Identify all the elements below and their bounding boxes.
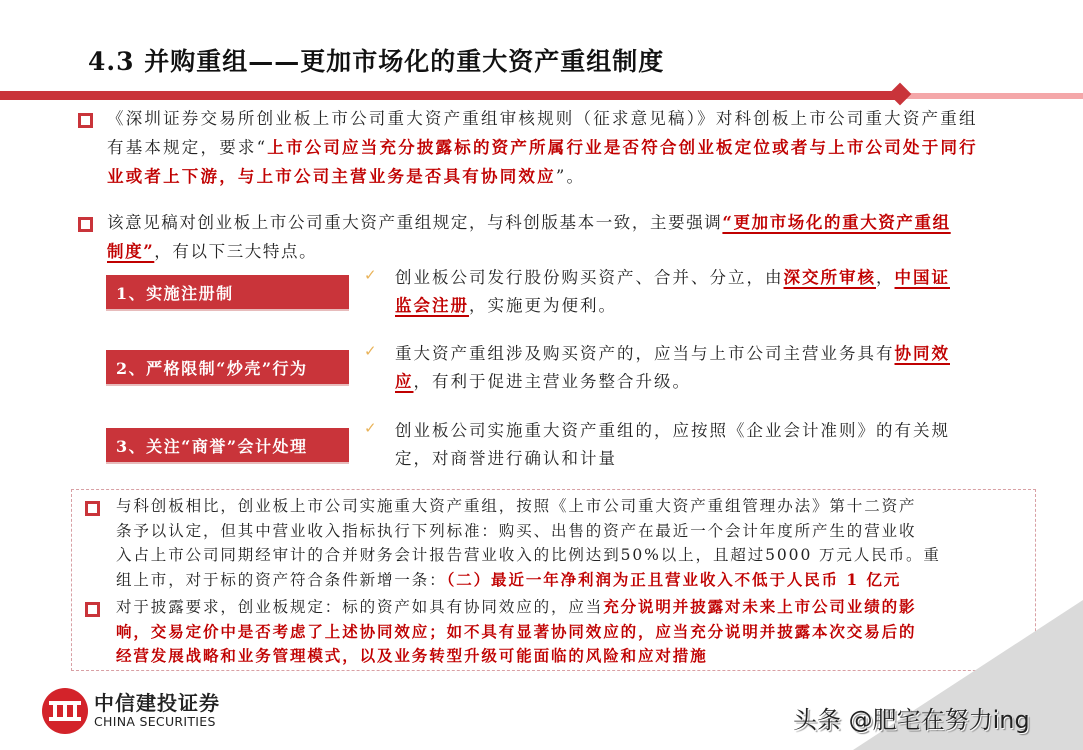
watermark: 头条 @肥宅在努力ing (793, 706, 1030, 734)
feature-line (395, 340, 1005, 368)
company-logo (42, 688, 220, 734)
feature-highlight: 监会注册 (395, 296, 469, 315)
box-line (116, 568, 1026, 593)
logo-text-en: CHINA SECURITIES (94, 714, 216, 729)
section1-line2 (107, 133, 1027, 162)
feature-text: 创业板公司发行股份购买资产、合并、分立，由 (395, 268, 784, 287)
section2-highlight: 制度” (107, 242, 155, 261)
header-rule-right (905, 93, 1083, 99)
feature-desc-goodwill (395, 417, 1005, 473)
feature-line: 定，对商誉进行确认和计量 (395, 449, 617, 468)
page-title: 4.3 并购重组——更加市场化的重大资产重组制度 (88, 47, 665, 76)
feature-highlight: 应 (395, 372, 414, 391)
feature-text: ，实施更为便利。 (469, 296, 617, 315)
box-line: 响，交易定价中是否考虑了上述协同效应；如不具有显著协同效应的，应当充分说明并披露本次交易后的 (116, 621, 917, 641)
square-bullet-icon (78, 217, 93, 232)
box-item1-paragraph (116, 494, 1026, 592)
check-icon: ✓ (364, 419, 377, 437)
check-icon: ✓ (364, 266, 377, 284)
section2-highlight: “更加市场化的重大资产重组 (722, 213, 951, 232)
feature-label-registration: 1、实施注册制 (106, 275, 349, 309)
feature-label-shell-trading: 2、严格限制“炒壳”行为 (106, 350, 349, 384)
square-bullet-icon (85, 501, 100, 516)
section1-highlight: 上市公司应当充分披露标的资产所属行业是否符合创业板定位或者与上市公司处于同行 (267, 138, 978, 157)
citic-logo-icon (42, 688, 88, 734)
feature-text: ， (876, 268, 895, 287)
feature-line: 创业板公司实施重大资产重组的，应按照《企业会计准则》的有关规 (395, 421, 950, 440)
box-line: 入占上市公司同期经审计的合并财务会计报告营业收入的比例达到50%以上，且超过5000 万元人民币。重 (116, 546, 941, 564)
square-bullet-icon (78, 113, 93, 128)
header-rule-left (0, 91, 900, 100)
section1-paragraph (107, 104, 1027, 191)
feature-highlight: 深交所审核 (783, 268, 876, 287)
feature-text: ，有利于促进主营业务整合升级。 (413, 372, 691, 391)
feature-text: 重大资产重组涉及购买资产的，应当与上市公司主营业务具有 (395, 344, 895, 363)
section2-text: 该意见稿对创业板上市公司重大资产重组规定，与科创版基本一致，主要强调 (107, 213, 723, 232)
section1-line3 (107, 162, 1027, 191)
section2-line2 (107, 237, 1027, 266)
feature-line (395, 368, 1005, 396)
feature-highlight: 中国证 (894, 268, 950, 287)
box-text: 组上市，对于标的资产符合条件新增一条： (116, 570, 447, 589)
diamond-icon (889, 83, 912, 106)
feature-line (395, 264, 1005, 292)
feature-desc-shell-trading (395, 340, 1005, 396)
box-line: 条予以认定，但其中营业收入指标执行下列标准：购买、出售的资产在最近一个会计年度所产生的营业收 (116, 521, 917, 540)
section1-text: 有基本规定，要求“ (107, 138, 268, 157)
box-text: 对于披露要求，创业板规定：标的资产如具有协同效应的，应当 (116, 598, 604, 616)
box-line: 与科创板相比，创业板上市公司实施重大资产重组，按照《上市公司重大资产重组管理办法》第十二资产 (116, 497, 917, 515)
feature-label-goodwill: 3、关注“商誉”会计处理 (106, 428, 349, 462)
section2-line1 (107, 208, 1027, 237)
feature-highlight: 协同效 (894, 344, 950, 363)
feature-line (395, 292, 1005, 320)
section1-line1: 《深圳证券交易所创业板上市公司重大资产重组审核规则（征求意见稿）》对科创板上市公司重大资产重组 (107, 109, 978, 128)
feature-desc-registration (395, 264, 1005, 320)
section2-paragraph (107, 208, 1027, 266)
check-icon: ✓ (364, 342, 377, 360)
section1-highlight: 业或者上下游，与上市公司主营业务是否具有协同效应 (107, 167, 556, 186)
section2-text: ，有以下三大特点。 (154, 242, 318, 261)
box-line: 经营发展战略和业务管理模式，以及业务转型升级可能面临的风险和应对措施 (116, 646, 708, 665)
section1-text: ”。 (555, 167, 586, 186)
logo-text-cn: 中信建投证券 (94, 691, 220, 715)
box-highlight: 充分说明并披露对未来上市公司业绩的影 (603, 597, 917, 616)
square-bullet-icon (85, 602, 100, 617)
box-highlight: （二）最近一年净利润为正且营业收入不低于人民币 1 亿元 (446, 569, 902, 589)
